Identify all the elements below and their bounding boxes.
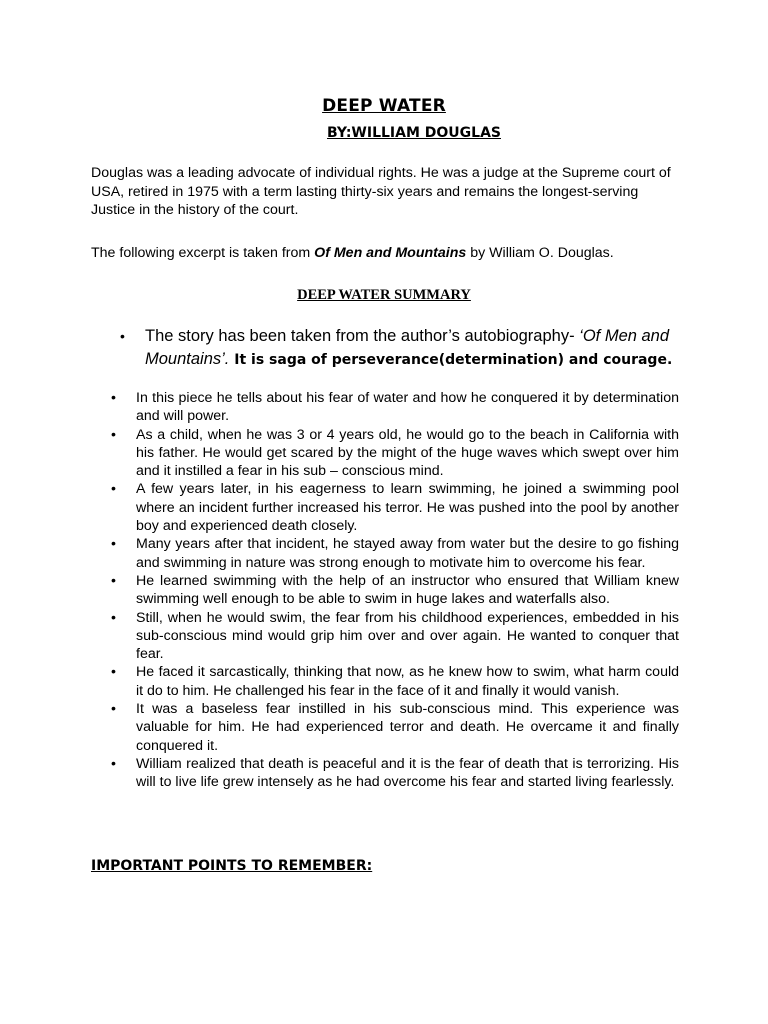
important-points-heading: IMPORTANT POINTS TO REMEMBER: [91,858,373,874]
list-item-text: It was a baseless fear instilled in his sub-conscious mind. This experience was valuable for him. He had experienced terror and death. He overcame it and finally conquered it. [136,701,679,754]
bullet-glyph: • [111,664,116,681]
list-item [111,572,679,609]
lead-bullet-body: The story has been taken from the author’s autobiography- [145,327,580,345]
list-item [111,389,679,426]
bullet-glyph: • [111,390,116,406]
summary-bullet-list [111,389,679,792]
list-item-text: As a child, when he was 3 or 4 years old, he would go to the beach in California with his father. He would get scared by the might of the huge waves which swept over him and it instilled a fear in his sub – conscious mind. [136,426,679,480]
document-title: DEEP WATER [322,96,446,116]
lead-bullet-tail: It is saga of perseverance(determination) and courage. [229,352,673,368]
lead-bullet-book: ‘Of Men and Mountains’. [145,327,670,368]
list-item-text: He learned swimming with the help of an instructor who ensured that William knew swimming well enough to be able to swim in huge lakes and waterfalls also. [136,572,679,608]
list-item [111,480,679,535]
bullet-glyph: • [111,536,116,553]
lead-bullet [120,325,680,372]
list-item-text: In this piece he tells about his fear of water and how he conquered it by determination and will power. [136,390,679,425]
excerpt-suffix: by William O. Douglas. [466,245,614,261]
list-item [111,663,679,700]
list-item [111,535,679,572]
list-item-text: Many years after that incident, he stayed away from water but the desire to go fishing and swimming in nature was strong enough to motivate him to overcome his fear. [136,536,679,571]
bullet-glyph: • [111,755,116,772]
list-item [111,609,679,664]
intro-paragraph: Douglas was a leading advocate of individual rights. He was a judge at the Supreme court of USA, retired in 1975 with a term lasting thirty-six years and remains the longest-serving Justice in the history of the court. [91,165,671,218]
excerpt-book-title: Of Men and Mountains [314,245,467,261]
bullet-glyph: • [120,328,125,344]
list-item [111,426,679,481]
bullet-glyph: • [111,609,116,626]
list-item-text: He faced it sarcastically, thinking that now, as he knew how to swim, what harm could it do to him. He challenged his fear in the face of it and finally it would vanish. [136,664,679,699]
bullet-glyph: • [111,481,116,498]
bullet-glyph: • [111,701,116,718]
excerpt-paragraph [91,244,679,263]
list-item-text: William realized that death is peaceful and it is the fear of death that is terrorizing. His will to live life grew intensely as he had overcome his fear and started living fearlessly. [136,755,679,791]
excerpt-prefix: The following excerpt is taken from [91,245,315,261]
lead-bullet-text [145,325,680,372]
list-item [111,700,679,755]
list-item [111,755,679,792]
bullet-glyph: • [111,572,116,589]
bullet-glyph: • [111,426,116,443]
summary-heading: DEEP WATER SUMMARY [297,287,471,303]
list-item-text: Still, when he would swim, the fear from his childhood experiences, embedded in his sub-conscious mind would grip him over and over again. He wanted to conquer that fear. [136,609,679,663]
list-item-text: A few years later, in his eagerness to learn swimming, he joined a swimming pool where an incident further increased his terror. He was pushed into the pool by another boy and experienced death closely. [136,481,679,535]
document-author: BY:WILLIAM DOUGLAS [327,125,501,141]
